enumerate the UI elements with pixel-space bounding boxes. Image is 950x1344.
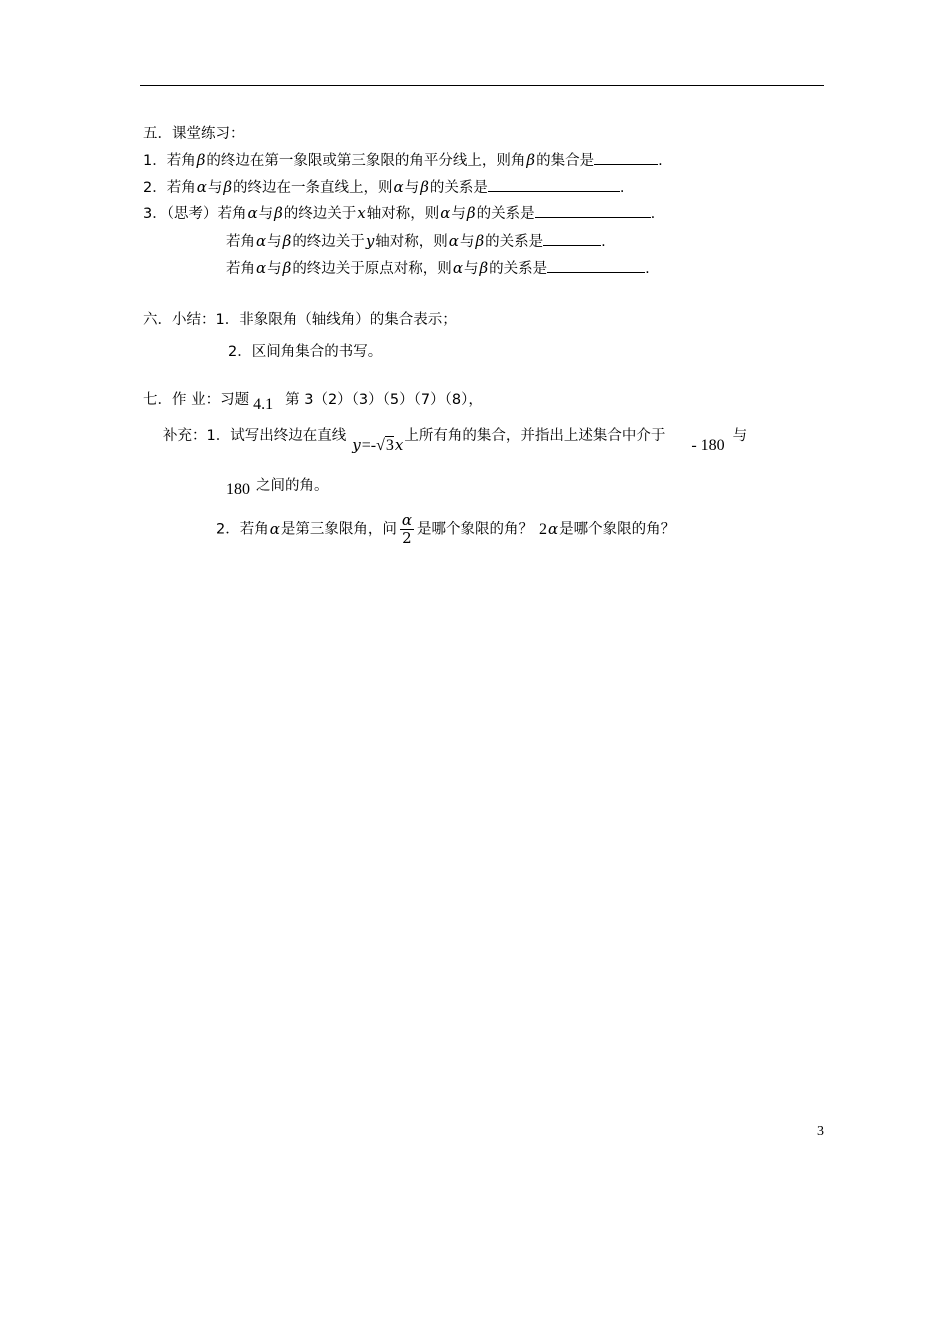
answer-blank[interactable] <box>594 150 658 165</box>
exercise-q2: 2．若角α与β的终边在一条直线上，则α与β的关系是 . <box>143 178 625 196</box>
supplement-q2: 2．若角α是第三象限角，问 $\frac{\alpha}{2}$ 是哪个象限的角？ 2α是哪个象限的角？ <box>216 511 676 547</box>
exercise-q3-origin: 若角α与β的终边关于原点对称，则α与β的关系是 . <box>226 259 650 277</box>
exercise-q1: 1．若角β的终边在第一象限或第三象限的角平分线上，则角β的集合是 . <box>143 151 663 169</box>
section6-summary: 六．小结：1．非象限角（轴线角）的集合表示； <box>143 312 457 328</box>
header-rule <box>140 85 824 86</box>
answer-blank[interactable] <box>488 177 620 192</box>
supplement-q1-cont: 180 之间的角。 <box>226 478 329 498</box>
section6-item2: 2．区间角集合的书写。 <box>228 344 383 360</box>
answer-blank[interactable] <box>547 258 645 273</box>
alpha-over-2-fraction: $\frac{\alpha}{2}$ <box>401 511 413 547</box>
exercise-q3: 3．（思考）若角α与β的终边关于x轴对称，则α与β的关系是 . <box>143 204 656 222</box>
answer-blank[interactable] <box>535 203 651 218</box>
section7-homework: 七．作 业：习题 4.1 第 3（2）（3）（5）（7）（8）， <box>143 392 483 413</box>
page-number: 3 <box>817 1124 824 1139</box>
answer-blank[interactable] <box>543 231 601 246</box>
supplement-q1: 补充：1．试写出终边在直线 y=-√3x上所有角的集合，并指出上述集合中介于- 180与 <box>163 428 748 454</box>
exercise-q3-y-axis: 若角α与β的终边关于y轴对称，则α与β的关系是 . <box>226 232 606 250</box>
section5-heading: 五．课堂练习： <box>143 126 245 142</box>
